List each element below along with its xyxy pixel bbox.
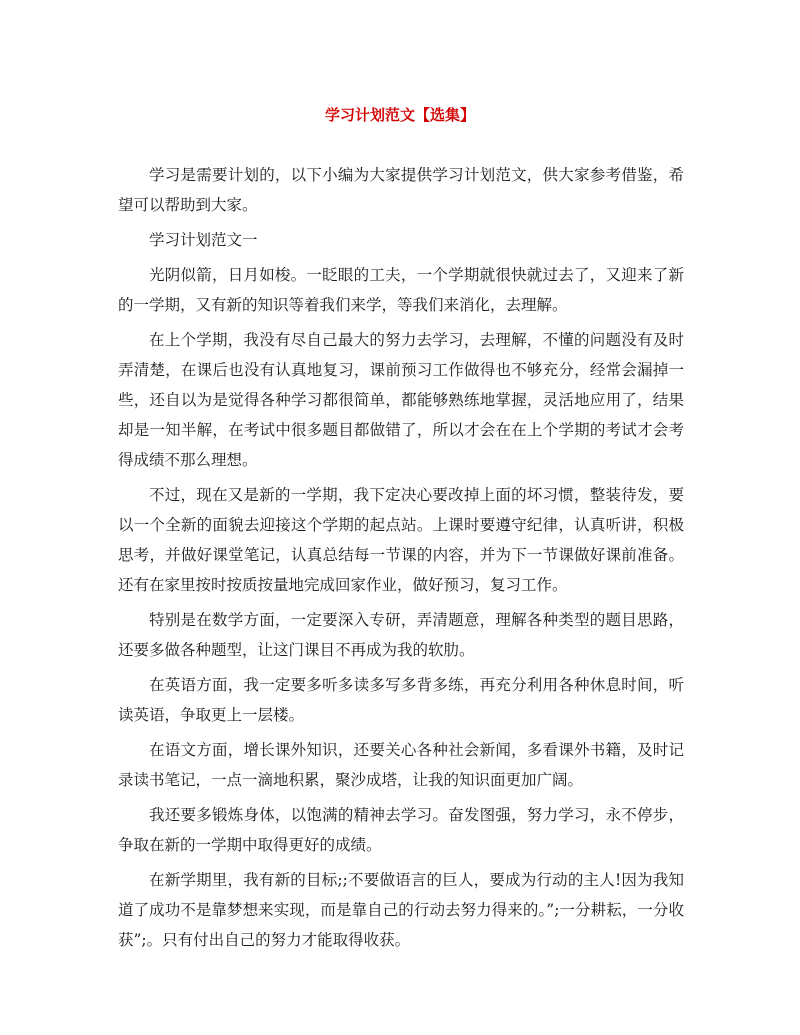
document-title: 学习计划范文【选集】 [324,106,475,124]
paragraph: 在新学期里，我有新的目标;;不要做语言的巨人，要成为行动的主人!因为我知道了成功不是靠梦想来实现，而是靠自己的行动去努力得来的。”;一分耕耘，一分收获”;。只有付出自己的努力才能取得收获。 [118,871,684,949]
paragraph: 光阴似箭，日月如梭。一眨眼的工夫，一个学期就很快就过去了，又迎来了新的一学期，又有新的知识等着我们来学，等我们来消化，去理解。 [118,266,684,314]
paragraph: 在上个学期，我没有尽自己最大的努力去学习，去理解，不懂的问题没有及时弄清楚，在课后也没有认真地复习，课前预习工作做得也不够充分，经常会漏掉一些，还自以为是觉得各种学习都很简单，都能够熟练地掌握，灵活地应用了，结果却是一知半解，在考试中很多题目都做错了，所以才会在在上个学期的考试才会考得成绩不那么理想。 [118,331,684,469]
section-heading: 学习计划范文一 [149,231,258,249]
paragraph: 在语文方面，增长课外知识，还要关心各种社会新闻，多看课外书籍，及时记录读书笔记，一点一滴地积累，聚沙成塔，让我的知识面更加广阔。 [118,741,684,789]
paragraph: 特别是在数学方面，一定要深入专研，弄清题意，理解各种类型的题目思路，还要多做各种题型，让这门课目不再成为我的软肋。 [118,611,684,659]
paragraph: 我还要多锻炼身体，以饱满的精神去学习。奋发图强，努力学习，永不停步，争取在新的一学期中取得更好的成绩。 [118,806,684,854]
document-body [118,160,684,960]
paragraph-intro: 学习是需要计划的，以下小编为大家提供学习计划范文，供大家参考借鉴，希望可以帮助到大家。 [118,166,684,214]
paragraph: 不过，现在又是新的一学期，我下定决心要改掉上面的坏习惯，整装待发，要以一个全新的面貌去迎接这个学期的起点站。上课时要遵守纪律，认真听讲，积极思考，并做好课堂笔记，认真总结每一节课的内容，并为下一节课做好课前准备。还有在家里按时按质按量地完成回家作业，做好预习，复习工作。 [118,486,684,594]
paragraph: 在英语方面，我一定要多听多读多写多背多练，再充分利用各种休息时间，听读英语，争取更上一层楼。 [118,676,684,724]
